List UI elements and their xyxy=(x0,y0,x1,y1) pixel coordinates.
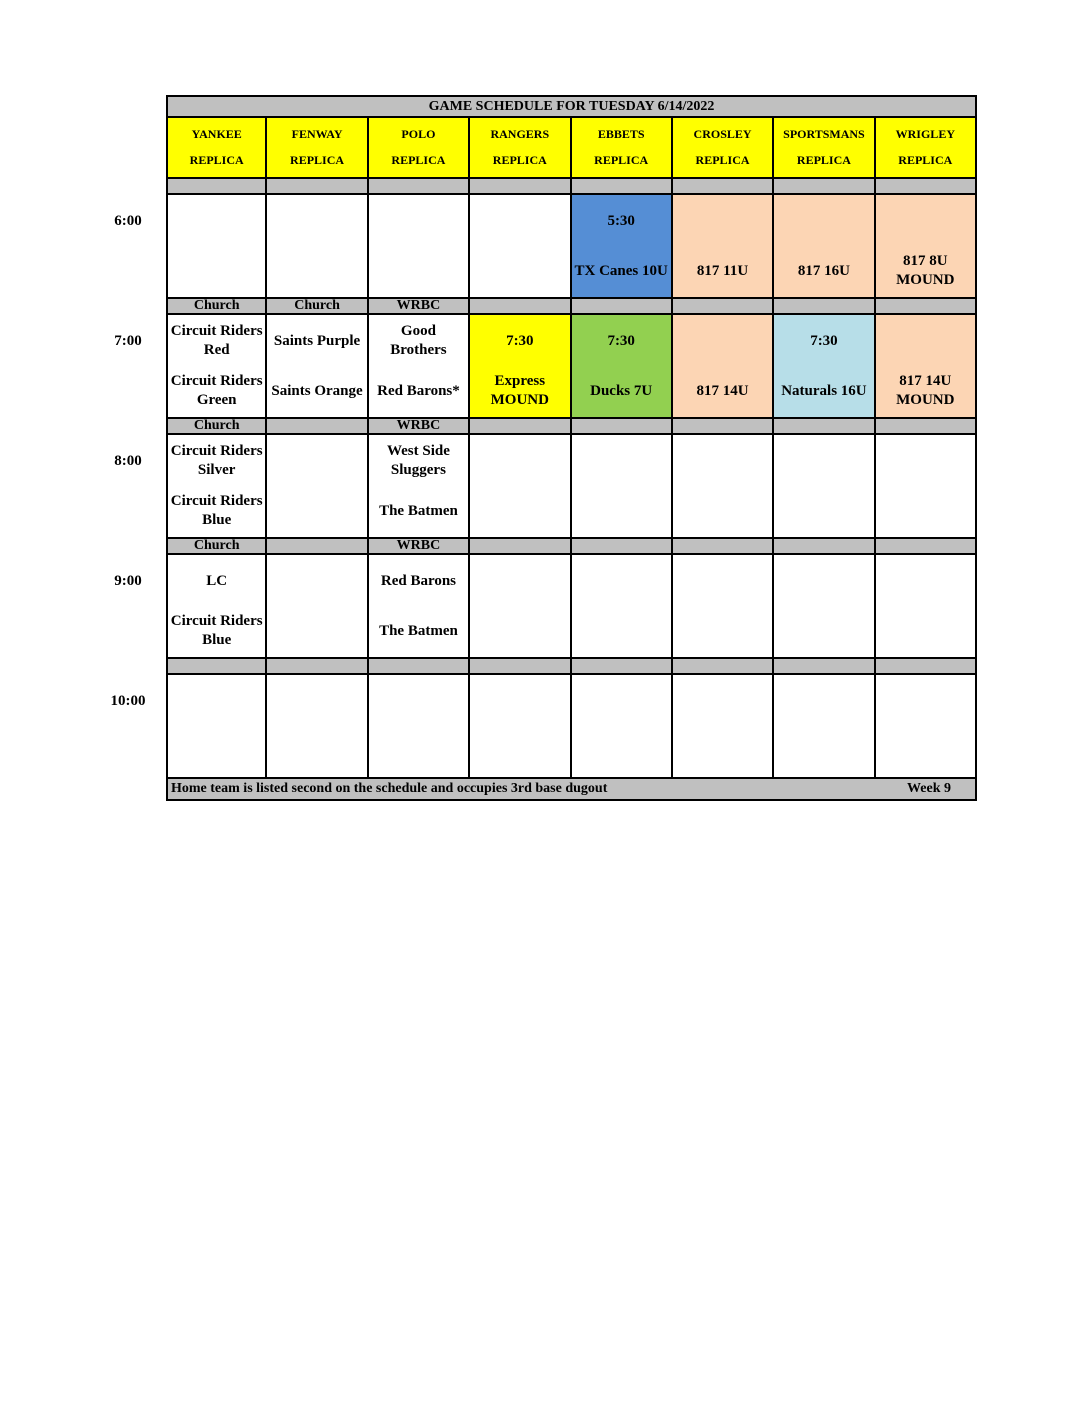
separator-cell xyxy=(774,419,875,433)
team-label: The Batmen xyxy=(379,622,458,639)
field-subtitle: REPLICA xyxy=(695,152,750,167)
team-label: Blue xyxy=(202,512,232,528)
slot-cell xyxy=(572,675,673,777)
separator-cell xyxy=(572,179,673,193)
separator-cell xyxy=(572,419,673,433)
team-label: Circuit Riders xyxy=(170,373,263,389)
slot-top xyxy=(506,316,534,366)
slot-bottom xyxy=(896,246,954,296)
separator-cell: WRBC xyxy=(369,299,470,313)
slot-cell xyxy=(470,195,571,297)
time-slot-row xyxy=(166,315,977,419)
slot-bottom xyxy=(781,366,866,416)
slot-cell xyxy=(876,195,977,297)
slot-cell xyxy=(774,675,875,777)
slot-bottom xyxy=(798,246,850,296)
separator-cell xyxy=(267,539,368,553)
slot-bottom xyxy=(896,366,954,416)
separator-cell xyxy=(369,659,470,673)
separator-cell xyxy=(774,659,875,673)
slot-cell xyxy=(166,675,267,777)
slot-cell xyxy=(774,315,875,417)
slot-top xyxy=(171,316,263,366)
team-label: Circuit Riders xyxy=(170,323,263,339)
slot-cell xyxy=(673,555,774,657)
team-label: 817 14U xyxy=(899,373,952,389)
slot-cell xyxy=(470,555,571,657)
separator-cell xyxy=(774,179,875,193)
team-label: Good xyxy=(400,323,436,339)
field-header-crosley xyxy=(673,118,774,177)
slot-bottom xyxy=(379,606,458,656)
separator-cell xyxy=(876,179,977,193)
field-name: YANKEE xyxy=(191,127,242,142)
team-label: MOUND xyxy=(896,392,955,408)
field-name: EBBETS xyxy=(597,127,645,142)
slot-cell xyxy=(673,435,774,537)
slot-top xyxy=(381,556,456,606)
field-header-wrigley xyxy=(876,118,977,177)
slot-top xyxy=(810,316,838,366)
slot-bottom xyxy=(271,366,362,416)
slot-cell xyxy=(369,435,470,537)
separator-cell xyxy=(673,659,774,673)
team-label: Saints Purple xyxy=(273,332,361,349)
slot-cell xyxy=(166,555,267,657)
slot-cell xyxy=(369,675,470,777)
field-subtitle: REPLICA xyxy=(391,152,446,167)
team-label: Red Barons* xyxy=(377,382,460,399)
slot-bottom xyxy=(171,606,263,656)
slot-cell xyxy=(470,435,571,537)
separator-row xyxy=(166,419,977,435)
slot-cell xyxy=(166,315,267,417)
separator-cell xyxy=(267,659,368,673)
separator-cell: Church xyxy=(166,419,267,433)
schedule-title: GAME SCHEDULE FOR TUESDAY 6/14/2022 xyxy=(166,95,977,118)
slot-bottom xyxy=(171,366,263,416)
team-label: The Batmen xyxy=(379,502,458,519)
time-slot-row xyxy=(166,195,977,299)
slot-cell xyxy=(470,315,571,417)
separator-cell xyxy=(166,179,267,193)
team-label: Circuit Riders xyxy=(170,613,263,629)
field-subtitle: REPLICA xyxy=(796,152,851,167)
slot-cell xyxy=(572,315,673,417)
slot-bottom xyxy=(590,366,652,416)
team-label: 7:30 xyxy=(607,332,635,349)
team-label: Green xyxy=(196,392,237,408)
team-label: Circuit Riders xyxy=(170,493,263,509)
separator-cell xyxy=(876,299,977,313)
slot-cell xyxy=(774,195,875,297)
slot-cell xyxy=(774,555,875,657)
slot-cell xyxy=(572,555,673,657)
slot-cell xyxy=(267,315,368,417)
slot-cell xyxy=(876,315,977,417)
time-label: 8:00 xyxy=(114,453,142,469)
slot-cell xyxy=(876,555,977,657)
slot-cell xyxy=(673,315,774,417)
week-label: Week 9 xyxy=(907,781,951,796)
time-slot-row xyxy=(166,675,977,779)
separator-cell xyxy=(369,179,470,193)
slot-top xyxy=(171,436,263,486)
field-subtitle: REPLICA xyxy=(898,152,953,167)
separator-cell: Church xyxy=(166,539,267,553)
time-label: 6:00 xyxy=(114,213,142,229)
slot-cell xyxy=(166,195,267,297)
slot-cell xyxy=(876,435,977,537)
time-slot-row xyxy=(166,555,977,659)
separator-cell: WRBC xyxy=(369,419,470,433)
separator-cell xyxy=(470,299,571,313)
separator-cell xyxy=(673,299,774,313)
separator-cell xyxy=(470,659,571,673)
field-name: FENWAY xyxy=(291,127,343,142)
slot-cell xyxy=(267,555,368,657)
slot-top xyxy=(387,436,450,486)
slot-top xyxy=(607,316,635,366)
slot-bottom xyxy=(379,486,458,536)
separator-cell xyxy=(673,179,774,193)
team-label: MOUND xyxy=(490,392,549,408)
separator-cell xyxy=(572,539,673,553)
separator-cell xyxy=(572,659,673,673)
team-label: 817 16U xyxy=(797,262,850,279)
field-header-polo xyxy=(369,118,470,177)
separator-cell xyxy=(876,539,977,553)
separator-row xyxy=(166,299,977,315)
field-header-yankee xyxy=(166,118,267,177)
team-label: 7:30 xyxy=(810,332,838,349)
separator-row xyxy=(166,539,977,555)
time-slot-row xyxy=(166,435,977,539)
separator-cell xyxy=(774,539,875,553)
separator-cell xyxy=(572,299,673,313)
team-label: MOUND xyxy=(896,272,955,288)
separator-cell xyxy=(470,179,571,193)
team-label: Silver xyxy=(197,462,236,478)
slot-bottom xyxy=(377,366,460,416)
footer-bar xyxy=(166,779,977,801)
separator-cell xyxy=(166,659,267,673)
slot-bottom xyxy=(697,246,748,296)
slot-cell xyxy=(673,195,774,297)
time-label: 7:00 xyxy=(114,333,142,349)
team-label: TX Canes 10U xyxy=(574,262,668,279)
team-label: Naturals 16U xyxy=(781,382,867,399)
separator-cell: Church xyxy=(166,299,267,313)
time-label: 10:00 xyxy=(110,693,146,709)
team-label: Circuit Riders xyxy=(170,443,263,459)
separator-cell xyxy=(774,299,875,313)
slot-cell xyxy=(470,675,571,777)
slot-bottom xyxy=(171,486,263,536)
separator-row xyxy=(166,179,977,195)
field-subtitle: REPLICA xyxy=(290,152,345,167)
slot-cell xyxy=(876,675,977,777)
slot-bottom xyxy=(697,366,749,416)
separator-cell xyxy=(267,179,368,193)
team-label: Red Barons xyxy=(380,572,457,589)
separator-cell: Church xyxy=(267,299,368,313)
field-header-rangers xyxy=(470,118,571,177)
field-header-row xyxy=(166,118,977,179)
separator-cell xyxy=(876,419,977,433)
separator-cell xyxy=(876,659,977,673)
slot-cell xyxy=(166,435,267,537)
field-name: POLO xyxy=(401,127,436,142)
separator-cell xyxy=(267,419,368,433)
slot-cell xyxy=(673,675,774,777)
field-header-ebbets xyxy=(572,118,673,177)
field-name: WRIGLEY xyxy=(895,127,955,142)
schedule-table xyxy=(166,95,977,801)
team-label: Saints Orange xyxy=(271,382,363,399)
separator-cell xyxy=(673,419,774,433)
team-label: Red xyxy=(203,342,230,358)
team-label: LC xyxy=(206,572,228,589)
team-label: Express xyxy=(494,373,546,389)
team-label: Ducks 7U xyxy=(590,382,653,399)
team-label: West Side xyxy=(386,443,450,459)
separator-cell xyxy=(673,539,774,553)
slot-cell xyxy=(369,555,470,657)
field-subtitle: REPLICA xyxy=(189,152,244,167)
slot-top xyxy=(206,556,227,606)
slot-cell xyxy=(572,195,673,297)
slot-cell xyxy=(369,315,470,417)
slot-bottom xyxy=(491,366,549,416)
team-label: 5:30 xyxy=(607,212,635,229)
slot-cell xyxy=(267,675,368,777)
footer-note: Home team is listed second on the schedule and occupies 3rd base dugout xyxy=(171,781,608,796)
field-header-sportsmans xyxy=(774,118,875,177)
team-label: 7:30 xyxy=(506,332,534,349)
team-label: Brothers xyxy=(390,342,447,358)
slot-top xyxy=(274,316,360,366)
slot-cell xyxy=(774,435,875,537)
team-label: Sluggers xyxy=(390,462,446,478)
team-label: 817 11U xyxy=(696,262,749,279)
team-label: Blue xyxy=(202,632,232,648)
field-name: RANGERS xyxy=(490,127,550,142)
slot-bottom xyxy=(575,246,668,296)
team-label: 817 8U xyxy=(903,253,948,269)
field-name: SPORTSMANS xyxy=(783,127,865,142)
slot-cell xyxy=(267,435,368,537)
slot-cell xyxy=(369,195,470,297)
separator-row xyxy=(166,659,977,675)
time-label: 9:00 xyxy=(114,573,142,589)
separator-cell xyxy=(470,539,571,553)
team-label: 817 14U xyxy=(696,382,749,399)
separator-cell xyxy=(470,419,571,433)
field-header-fenway xyxy=(267,118,368,177)
field-name: CROSLEY xyxy=(693,127,752,142)
slot-top xyxy=(390,316,446,366)
slot-top xyxy=(607,196,635,246)
field-subtitle: REPLICA xyxy=(492,152,547,167)
separator-cell: WRBC xyxy=(369,539,470,553)
slot-cell xyxy=(267,195,368,297)
field-subtitle: REPLICA xyxy=(594,152,649,167)
slot-cell xyxy=(572,435,673,537)
